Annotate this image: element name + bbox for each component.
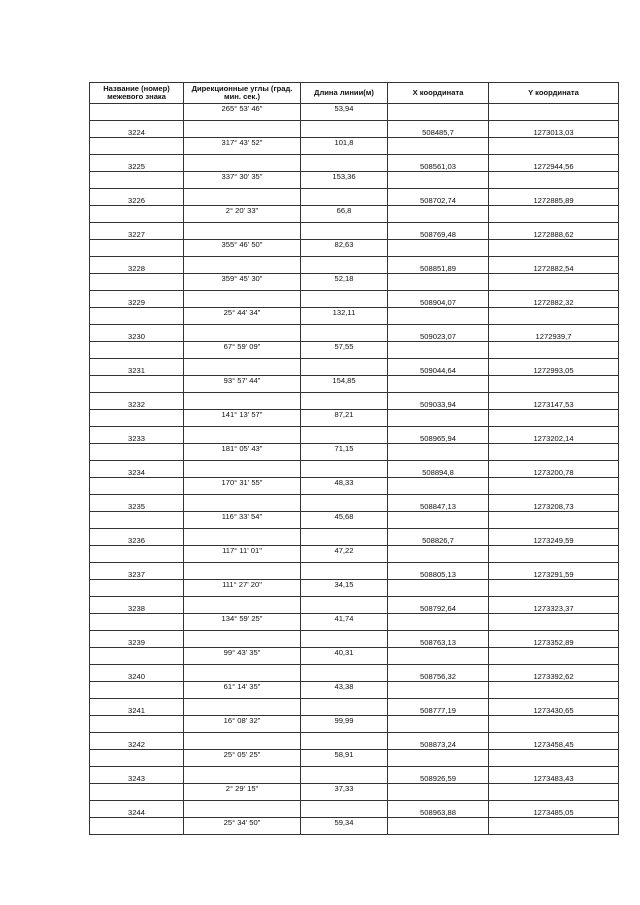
y-coordinate-cell	[489, 546, 619, 563]
line-length-cell: 48,33	[301, 478, 388, 495]
y-coordinate-cell	[489, 818, 619, 835]
direction-angle-cell	[184, 325, 301, 342]
marker-name-cell	[90, 172, 184, 189]
table-row	[90, 291, 619, 308]
line-length-cell: 58,91	[301, 750, 388, 767]
x-coordinate-cell	[388, 580, 489, 597]
y-coordinate-cell: 1272888,62	[489, 223, 619, 240]
line-length-cell	[301, 427, 388, 444]
marker-name-cell	[90, 546, 184, 563]
marker-name-cell: 3232	[90, 393, 184, 410]
direction-angle-cell: 2° 20' 33"	[184, 206, 301, 223]
table-row	[90, 393, 619, 410]
y-coordinate-cell	[489, 172, 619, 189]
x-coordinate-cell: 508756,32	[388, 665, 489, 682]
marker-name-cell: 3229	[90, 291, 184, 308]
line-length-cell	[301, 155, 388, 172]
y-coordinate-cell	[489, 410, 619, 427]
line-length-cell	[301, 393, 388, 410]
direction-angle-cell: 170° 31' 55"	[184, 478, 301, 495]
line-length-cell: 45,68	[301, 512, 388, 529]
line-length-cell	[301, 597, 388, 614]
marker-name-cell: 3243	[90, 767, 184, 784]
direction-angle-cell: 25° 05' 25"	[184, 750, 301, 767]
y-coordinate-cell	[489, 274, 619, 291]
y-coordinate-cell: 1273392,62	[489, 665, 619, 682]
table-row	[90, 512, 619, 529]
y-coordinate-cell	[489, 750, 619, 767]
direction-angle-cell	[184, 189, 301, 206]
line-length-cell: 66,8	[301, 206, 388, 223]
table-body	[90, 104, 619, 835]
line-length-cell	[301, 495, 388, 512]
table-row	[90, 478, 619, 495]
direction-angle-cell: 181° 05' 43"	[184, 444, 301, 461]
x-coordinate-cell	[388, 342, 489, 359]
x-coordinate-cell	[388, 682, 489, 699]
boundary-coordinates-table	[89, 82, 619, 835]
direction-angle-cell: 93° 57' 44"	[184, 376, 301, 393]
marker-name-cell: 3224	[90, 121, 184, 138]
y-coordinate-cell: 1273430,65	[489, 699, 619, 716]
header-direction-angle: Дирекционные углы (град. мин. сек.)	[184, 83, 301, 104]
y-coordinate-cell	[489, 648, 619, 665]
marker-name-cell: 3244	[90, 801, 184, 818]
direction-angle-cell	[184, 631, 301, 648]
x-coordinate-cell	[388, 104, 489, 121]
direction-angle-cell: 359° 45' 30"	[184, 274, 301, 291]
table-row	[90, 257, 619, 274]
x-coordinate-cell	[388, 784, 489, 801]
table-header	[90, 83, 619, 104]
x-coordinate-cell	[388, 648, 489, 665]
table-row	[90, 580, 619, 597]
direction-angle-cell	[184, 359, 301, 376]
line-length-cell: 99,99	[301, 716, 388, 733]
marker-name-cell: 3230	[90, 325, 184, 342]
header-line-length: Длина линии(м)	[301, 83, 388, 104]
marker-name-cell	[90, 716, 184, 733]
direction-angle-cell	[184, 121, 301, 138]
direction-angle-cell: 116° 33' 54"	[184, 512, 301, 529]
marker-name-cell: 3233	[90, 427, 184, 444]
marker-name-cell	[90, 376, 184, 393]
direction-angle-cell	[184, 393, 301, 410]
line-length-cell	[301, 767, 388, 784]
header-x-coordinate: X координата	[388, 83, 489, 104]
table-row	[90, 682, 619, 699]
y-coordinate-cell	[489, 308, 619, 325]
x-coordinate-cell: 508485,7	[388, 121, 489, 138]
header-row	[90, 83, 619, 104]
table-row	[90, 495, 619, 512]
direction-angle-cell	[184, 801, 301, 818]
x-coordinate-cell: 508561,03	[388, 155, 489, 172]
line-length-cell: 52,18	[301, 274, 388, 291]
direction-angle-cell	[184, 291, 301, 308]
table-row	[90, 546, 619, 563]
table-row	[90, 104, 619, 121]
marker-name-cell	[90, 138, 184, 155]
marker-name-cell: 3228	[90, 257, 184, 274]
x-coordinate-cell: 508792,64	[388, 597, 489, 614]
x-coordinate-cell	[388, 376, 489, 393]
header-y-coordinate: Y координата	[489, 83, 619, 104]
y-coordinate-cell: 1272993,05	[489, 359, 619, 376]
x-coordinate-cell	[388, 444, 489, 461]
table-row	[90, 172, 619, 189]
line-length-cell: 71,15	[301, 444, 388, 461]
direction-angle-cell	[184, 597, 301, 614]
marker-name-cell	[90, 342, 184, 359]
line-length-cell: 59,34	[301, 818, 388, 835]
line-length-cell	[301, 359, 388, 376]
direction-angle-cell: 25° 34' 50"	[184, 818, 301, 835]
direction-angle-cell	[184, 733, 301, 750]
marker-name-cell	[90, 410, 184, 427]
y-coordinate-cell	[489, 614, 619, 631]
direction-angle-cell	[184, 563, 301, 580]
table-row	[90, 631, 619, 648]
marker-name-cell	[90, 818, 184, 835]
x-coordinate-cell	[388, 546, 489, 563]
table-row	[90, 716, 619, 733]
direction-angle-cell: 337° 30' 35"	[184, 172, 301, 189]
direction-angle-cell: 111° 27' 20"	[184, 580, 301, 597]
x-coordinate-cell: 508963,88	[388, 801, 489, 818]
line-length-cell	[301, 529, 388, 546]
x-coordinate-cell: 508805,13	[388, 563, 489, 580]
marker-name-cell: 3227	[90, 223, 184, 240]
marker-name-cell	[90, 580, 184, 597]
direction-angle-cell	[184, 427, 301, 444]
direction-angle-cell: 355° 46' 50"	[184, 240, 301, 257]
y-coordinate-cell	[489, 784, 619, 801]
line-length-cell	[301, 631, 388, 648]
y-coordinate-cell: 1273323,37	[489, 597, 619, 614]
line-length-cell: 57,55	[301, 342, 388, 359]
table-row	[90, 342, 619, 359]
marker-name-cell	[90, 614, 184, 631]
direction-angle-cell	[184, 257, 301, 274]
x-coordinate-cell	[388, 512, 489, 529]
line-length-cell	[301, 121, 388, 138]
marker-name-cell: 3234	[90, 461, 184, 478]
line-length-cell: 53,94	[301, 104, 388, 121]
table-row	[90, 240, 619, 257]
direction-angle-cell: 2° 29' 15"	[184, 784, 301, 801]
y-coordinate-cell: 1273202,14	[489, 427, 619, 444]
x-coordinate-cell	[388, 614, 489, 631]
table-row	[90, 325, 619, 342]
x-coordinate-cell	[388, 240, 489, 257]
x-coordinate-cell: 509044,64	[388, 359, 489, 376]
x-coordinate-cell: 508777,19	[388, 699, 489, 716]
table-row	[90, 665, 619, 682]
marker-name-cell: 3242	[90, 733, 184, 750]
x-coordinate-cell: 509023,07	[388, 325, 489, 342]
x-coordinate-cell	[388, 478, 489, 495]
table-row	[90, 648, 619, 665]
table-row	[90, 223, 619, 240]
table-row	[90, 138, 619, 155]
x-coordinate-cell: 508894,8	[388, 461, 489, 478]
table-row	[90, 699, 619, 716]
line-length-cell: 154,85	[301, 376, 388, 393]
x-coordinate-cell: 508702,74	[388, 189, 489, 206]
table-row	[90, 444, 619, 461]
line-length-cell	[301, 189, 388, 206]
marker-name-cell: 3226	[90, 189, 184, 206]
table-row	[90, 597, 619, 614]
table-row	[90, 750, 619, 767]
y-coordinate-cell: 1273458,45	[489, 733, 619, 750]
y-coordinate-cell: 1273147,53	[489, 393, 619, 410]
y-coordinate-cell: 1273352,89	[489, 631, 619, 648]
line-length-cell: 43,38	[301, 682, 388, 699]
table-row	[90, 461, 619, 478]
direction-angle-cell: 117° 11' 01"	[184, 546, 301, 563]
direction-angle-cell: 61° 14' 35"	[184, 682, 301, 699]
direction-angle-cell	[184, 665, 301, 682]
marker-name-cell	[90, 206, 184, 223]
line-length-cell: 34,15	[301, 580, 388, 597]
x-coordinate-cell	[388, 172, 489, 189]
direction-angle-cell	[184, 155, 301, 172]
y-coordinate-cell: 1272882,54	[489, 257, 619, 274]
marker-name-cell	[90, 682, 184, 699]
line-length-cell	[301, 257, 388, 274]
x-coordinate-cell	[388, 818, 489, 835]
table-row	[90, 801, 619, 818]
table-row	[90, 818, 619, 835]
table-row	[90, 359, 619, 376]
y-coordinate-cell	[489, 716, 619, 733]
direction-angle-cell: 16° 08' 32"	[184, 716, 301, 733]
table-row	[90, 767, 619, 784]
line-length-cell: 41,74	[301, 614, 388, 631]
marker-name-cell: 3241	[90, 699, 184, 716]
marker-name-cell: 3237	[90, 563, 184, 580]
header-marker-name: Название (номер) межевого знака	[90, 83, 184, 104]
marker-name-cell: 3238	[90, 597, 184, 614]
x-coordinate-cell	[388, 750, 489, 767]
direction-angle-cell: 25° 44' 34"	[184, 308, 301, 325]
line-length-cell	[301, 325, 388, 342]
line-length-cell	[301, 665, 388, 682]
y-coordinate-cell	[489, 478, 619, 495]
table-row	[90, 410, 619, 427]
x-coordinate-cell	[388, 274, 489, 291]
table-row	[90, 733, 619, 750]
line-length-cell	[301, 461, 388, 478]
x-coordinate-cell: 508873,24	[388, 733, 489, 750]
line-length-cell	[301, 699, 388, 716]
marker-name-cell	[90, 308, 184, 325]
x-coordinate-cell	[388, 206, 489, 223]
y-coordinate-cell	[489, 240, 619, 257]
y-coordinate-cell: 1273200,78	[489, 461, 619, 478]
y-coordinate-cell	[489, 104, 619, 121]
table-row	[90, 784, 619, 801]
line-length-cell: 47,22	[301, 546, 388, 563]
direction-angle-cell	[184, 767, 301, 784]
marker-name-cell	[90, 104, 184, 121]
line-length-cell	[301, 733, 388, 750]
marker-name-cell	[90, 784, 184, 801]
table-row	[90, 121, 619, 138]
marker-name-cell: 3231	[90, 359, 184, 376]
y-coordinate-cell: 1272882,32	[489, 291, 619, 308]
direction-angle-cell: 99° 43' 35"	[184, 648, 301, 665]
y-coordinate-cell: 1273485,05	[489, 801, 619, 818]
x-coordinate-cell: 508847,13	[388, 495, 489, 512]
direction-angle-cell	[184, 461, 301, 478]
marker-name-cell	[90, 444, 184, 461]
marker-name-cell	[90, 750, 184, 767]
marker-name-cell: 3240	[90, 665, 184, 682]
direction-angle-cell: 141° 13' 57"	[184, 410, 301, 427]
line-length-cell	[301, 563, 388, 580]
x-coordinate-cell	[388, 410, 489, 427]
x-coordinate-cell: 508904,07	[388, 291, 489, 308]
table-row	[90, 563, 619, 580]
x-coordinate-cell: 508851,89	[388, 257, 489, 274]
x-coordinate-cell: 508769,48	[388, 223, 489, 240]
line-length-cell	[301, 291, 388, 308]
y-coordinate-cell	[489, 512, 619, 529]
x-coordinate-cell	[388, 138, 489, 155]
direction-angle-cell	[184, 529, 301, 546]
y-coordinate-cell: 1273013,03	[489, 121, 619, 138]
y-coordinate-cell: 1273291,59	[489, 563, 619, 580]
y-coordinate-cell: 1272939,7	[489, 325, 619, 342]
y-coordinate-cell: 1272885,89	[489, 189, 619, 206]
y-coordinate-cell	[489, 138, 619, 155]
marker-name-cell	[90, 240, 184, 257]
x-coordinate-cell	[388, 308, 489, 325]
line-length-cell: 101,8	[301, 138, 388, 155]
x-coordinate-cell: 509033,94	[388, 393, 489, 410]
table-row	[90, 427, 619, 444]
x-coordinate-cell: 508763,13	[388, 631, 489, 648]
direction-angle-cell	[184, 495, 301, 512]
y-coordinate-cell: 1273249,59	[489, 529, 619, 546]
line-length-cell: 153,36	[301, 172, 388, 189]
direction-angle-cell: 317° 43' 52"	[184, 138, 301, 155]
line-length-cell: 82,63	[301, 240, 388, 257]
y-coordinate-cell	[489, 580, 619, 597]
marker-name-cell: 3235	[90, 495, 184, 512]
line-length-cell: 132,11	[301, 308, 388, 325]
y-coordinate-cell	[489, 342, 619, 359]
x-coordinate-cell: 508926,59	[388, 767, 489, 784]
line-length-cell: 87,21	[301, 410, 388, 427]
y-coordinate-cell: 1273208,73	[489, 495, 619, 512]
table-row	[90, 274, 619, 291]
x-coordinate-cell	[388, 716, 489, 733]
table-row	[90, 308, 619, 325]
y-coordinate-cell: 1273483,43	[489, 767, 619, 784]
marker-name-cell: 3239	[90, 631, 184, 648]
y-coordinate-cell: 1272944,56	[489, 155, 619, 172]
direction-angle-cell: 67° 59' 09"	[184, 342, 301, 359]
marker-name-cell	[90, 478, 184, 495]
table-row	[90, 614, 619, 631]
y-coordinate-cell	[489, 206, 619, 223]
marker-name-cell	[90, 648, 184, 665]
direction-angle-cell: 134° 59' 25"	[184, 614, 301, 631]
marker-name-cell	[90, 274, 184, 291]
direction-angle-cell	[184, 223, 301, 240]
x-coordinate-cell: 508826,7	[388, 529, 489, 546]
y-coordinate-cell	[489, 376, 619, 393]
x-coordinate-cell: 508965,94	[388, 427, 489, 444]
table-row	[90, 206, 619, 223]
line-length-cell: 40,31	[301, 648, 388, 665]
marker-name-cell: 3225	[90, 155, 184, 172]
table-row	[90, 529, 619, 546]
marker-name-cell: 3236	[90, 529, 184, 546]
y-coordinate-cell	[489, 444, 619, 461]
direction-angle-cell	[184, 699, 301, 716]
table-row	[90, 155, 619, 172]
direction-angle-cell: 265° 53' 46"	[184, 104, 301, 121]
y-coordinate-cell	[489, 682, 619, 699]
marker-name-cell	[90, 512, 184, 529]
table-row	[90, 376, 619, 393]
table-row	[90, 189, 619, 206]
line-length-cell	[301, 223, 388, 240]
line-length-cell: 37,33	[301, 784, 388, 801]
line-length-cell	[301, 801, 388, 818]
